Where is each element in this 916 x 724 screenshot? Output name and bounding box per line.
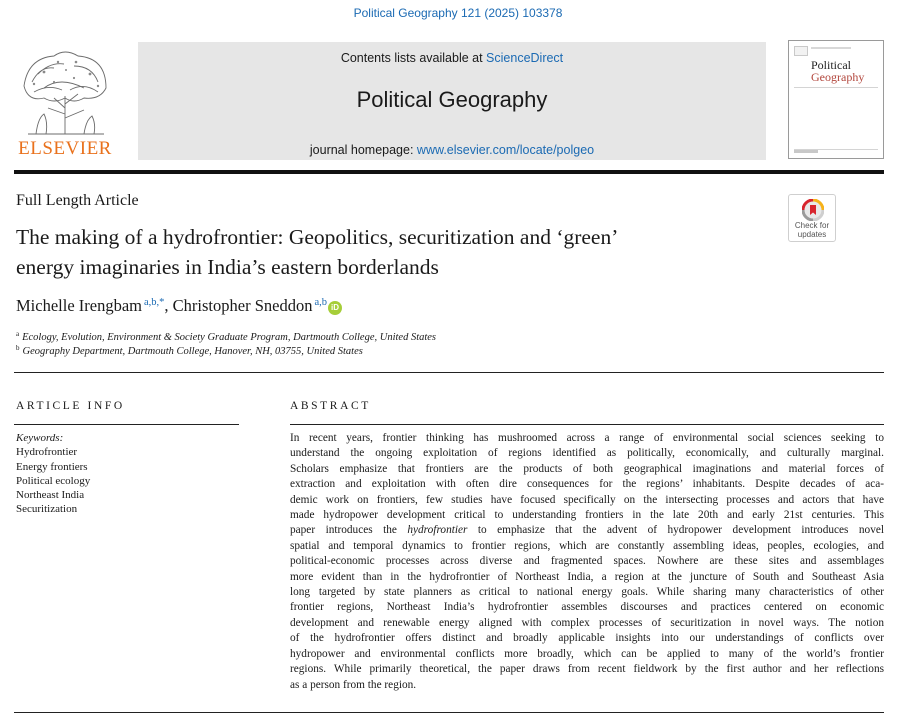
author-affiliation-marks[interactable]: a,b,* [144,297,165,308]
sciencedirect-link[interactable]: ScienceDirect [486,51,564,65]
abstract-line: extraction and exploitation with often dire consequences for the regions’ inhabitants. Despite decades of aca- [290,478,884,491]
keyword: Energy frontiers [16,460,88,473]
abstract-line-part: paper introduces the [290,524,408,537]
abstract-line: understand the ongoing exploitation of regions identified as politically, economically, and culturally marginal. [290,447,884,460]
cover-divider [794,87,878,88]
abstract-line-part: to emphasize that the advent of hydropower development introduces novel [467,524,884,537]
abstract-line: of the hydrofrontier offers distinct and broadly applicable insights into our understandings of conflicts over [290,632,884,645]
abstract-line: more evident than in the hydrofrontier of Northeast India, a region at the juncture of South and Southeast Asia [290,570,884,583]
check-for-updates-icon [802,199,824,221]
abstract-line [290,523,884,538]
affiliation-text: Geography Department, Dartmouth College, Hanover, NH, 03755, United States [22,346,363,357]
keywords-label: Keywords: [16,432,64,444]
author-name[interactable]: Michelle Irengbam [16,296,142,315]
keyword: Securitization [16,503,78,516]
section-rule [14,372,884,373]
article-type: Full Length Article [16,192,139,209]
bottom-rule [14,712,884,713]
abstract-rule [290,424,884,425]
elsevier-logo[interactable] [14,48,116,160]
header-rule [14,170,884,174]
check-for-updates-line1: Check for [794,221,830,230]
journal-citation[interactable]: Political Geography 121 (2025) 103378 [353,6,563,20]
journal-masthead [138,42,766,160]
abstract-emphasis: hydrofrontier [407,524,468,537]
article-title [16,222,756,282]
abstract-line: Scholars emphasize that frontiers are the products of both geographical imaginations and material forces of [290,462,884,475]
check-for-updates-line2: updates [797,229,827,239]
contents-line [138,51,766,65]
abstract-line: frontier regions, Northeast India’s hydrofrontier assembles discourses and practices centered on economic [290,601,884,614]
keyword: Hydrofrontier [16,446,78,459]
keyword: Northeast India [16,489,85,502]
cover-footer-mark [794,150,818,153]
cover-title-line2: Geography [811,70,865,84]
affiliation-text: Ecology, Evolution, Environment & Society Graduate Program, Dartmouth College, United States [22,332,437,343]
abstract-line: made hydropower development critical to understanding frontiers in the late 20th and early 21st centuries. This [290,509,884,522]
article-info-heading: ARTICLE INFO [16,400,125,412]
elsevier-tree-icon [14,48,116,136]
affiliation-mark: b [16,344,20,352]
journal-homepage-link[interactable]: www.elsevier.com/locate/polgeo [416,143,595,157]
homepage-prefix: journal homepage: [309,143,417,157]
article-title-line1: The making of a hydrofrontier: Geopolitics, securitization and ‘green’ [16,225,619,249]
affiliation [16,344,363,357]
cover-title [811,59,864,83]
homepage-line [138,143,766,157]
orcid-icon[interactable]: iD [328,301,342,315]
abstract-text [290,431,884,693]
author-list [16,296,342,316]
affiliation [16,330,436,343]
affiliation-mark: a [16,330,20,338]
journal-title: Political Geography [356,87,548,112]
author-name[interactable]: Christopher Sneddon [172,296,313,315]
abstract-line: hydropower and environmental conflicts more broadly, which can be applied to many of the world’s frontier [290,647,884,660]
keyword: Political ecology [16,474,91,487]
contents-prefix: Contents lists available at [340,51,487,65]
publisher-name: ELSEVIER [18,138,112,159]
abstract-line: In recent years, frontier thinking has mushroomed across a range of environmental social sciences seeking to [290,432,884,444]
keywords-list [16,431,238,517]
author-affiliation-marks[interactable]: a,b [314,297,328,308]
abstract-heading: ABSTRACT [290,400,371,412]
check-for-updates-button[interactable] [788,194,836,242]
check-for-updates-label [789,222,835,239]
cover-logo-mark [794,46,808,56]
abstract-line: as a person from the region. [290,678,417,691]
abstract-line: regions. While primarily theoretical, the paper draws from recent fieldwork by the first author and her reflections [290,663,884,676]
abstract-line: development and renewable energy aligned with complex processes of securitization in novel ways. The notion [290,616,884,629]
cover-title-line1: Political [811,58,851,72]
abstract-line: spatial and temporal dynamics to frontier regions, which are constantly assembling ideas, peoples, ecologies, and [290,539,884,552]
abstract-line: demic work on frontiers, few studies have focused specifically on the intersecting processes and actors that have [290,493,884,506]
author-separator: , [164,296,173,315]
journal-cover-thumbnail[interactable] [788,40,884,159]
abstract-line: political-economic processes across diverse and fragmented spaces. Nowhere are these sites and assemblages [290,555,884,568]
abstract-line: long targeted by state planners as critical to national energy goals. While sharing many characteristics of other [290,586,884,599]
cover-header-line [811,47,851,49]
article-title-line2: energy imaginaries in India’s eastern borderlands [16,255,439,279]
article-info-rule [14,424,239,425]
